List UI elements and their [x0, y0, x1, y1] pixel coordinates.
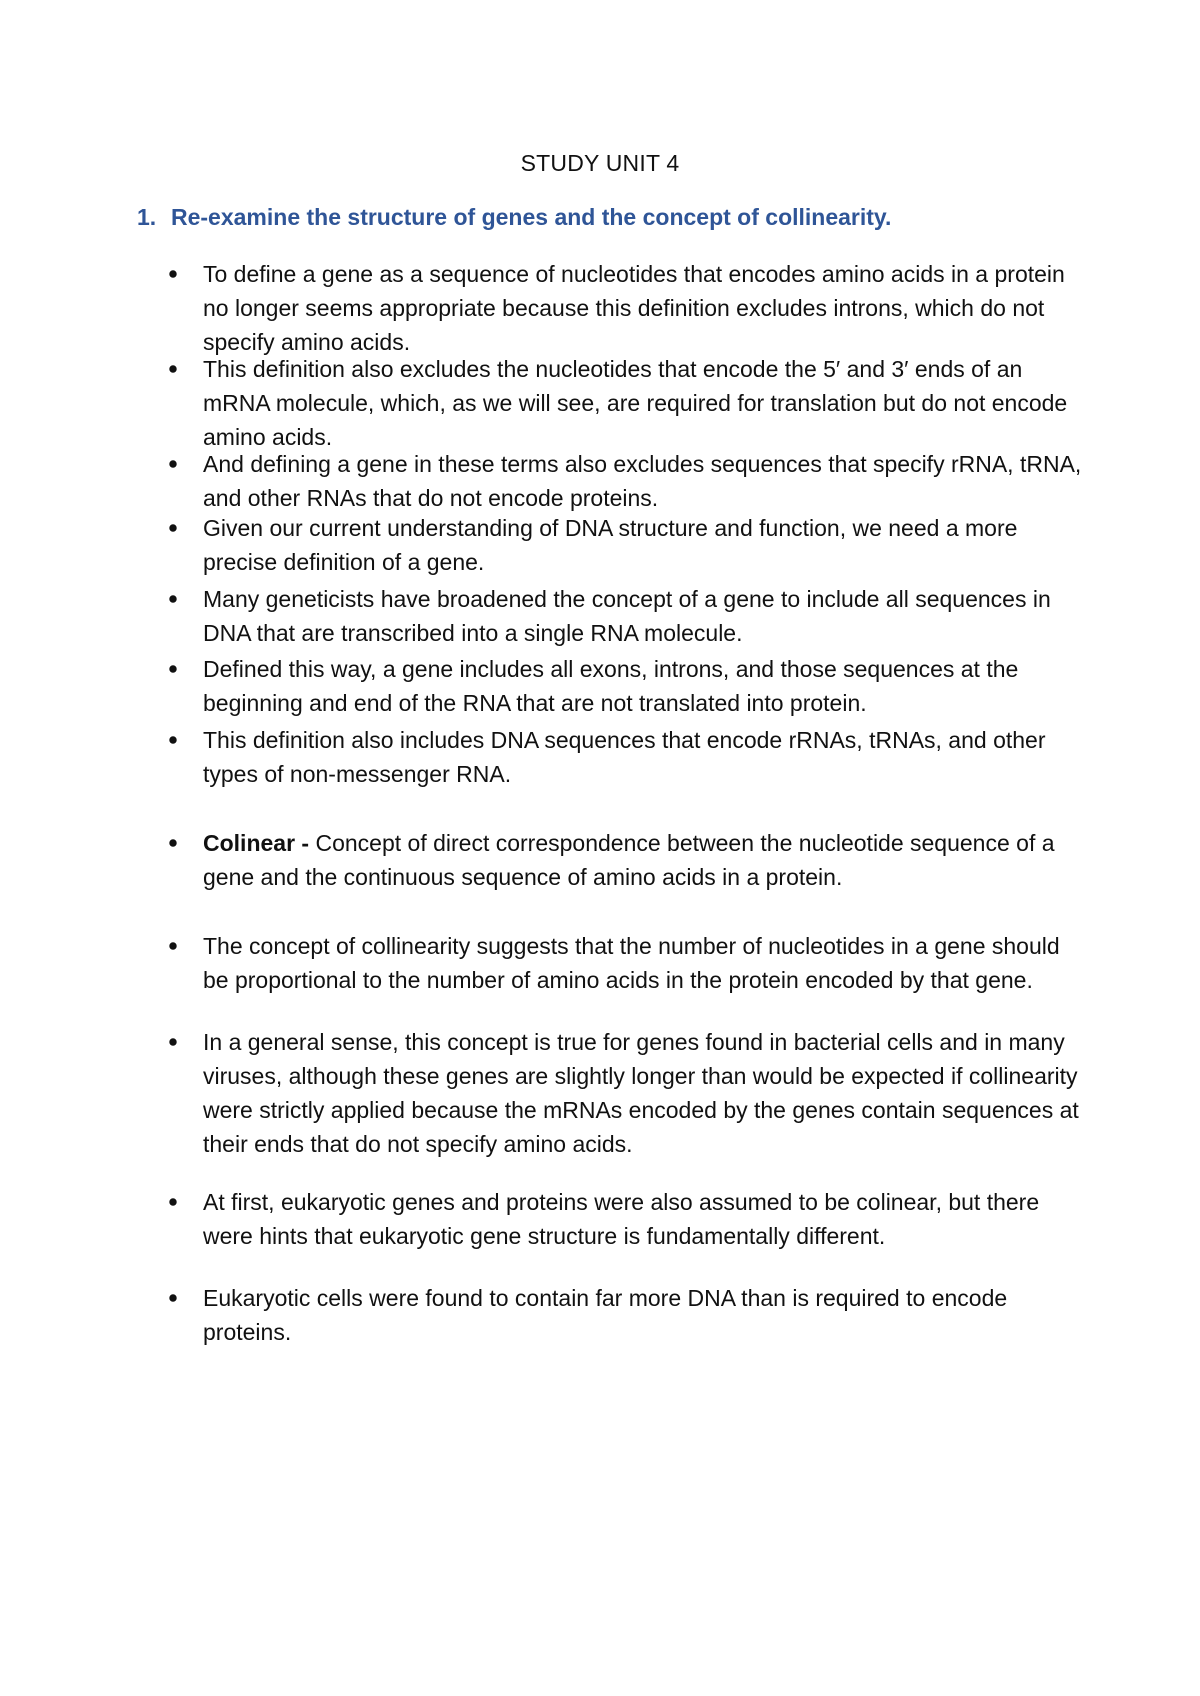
document-title: STUDY UNIT 4: [520, 150, 680, 176]
list-item-text: The concept of collinearity suggests that the number of nucleotides in a gene should be proportional to the number of amino acids in the protein encoded by that gene.: [203, 933, 1060, 993]
list-item-text: And defining a gene in these terms also excludes sequences that specify rRNA, tRNA, and other RNAs that do not encode proteins.: [203, 451, 1082, 511]
bullet-icon: [169, 270, 176, 277]
bullet-icon: [169, 942, 176, 949]
list-item-text: Many geneticists have broadened the concept of a gene to include all sequences in DNA that are transcribed into a single RNA molecule.: [203, 586, 1051, 646]
bullet-icon: [169, 1198, 176, 1205]
section-number: 1.: [137, 204, 157, 230]
list-item-text: This definition also excludes the nucleotides that encode the 5′ and 3′ ends of an mRNA molecule, which, as we will see, are required for translation but do not encode amino acids.: [203, 356, 1068, 450]
bullet-icon: [169, 1294, 176, 1301]
list-item-text: Eukaryotic cells were found to contain far more DNA than is required to encode proteins.: [203, 1285, 1008, 1345]
list-item-text: [203, 826, 1083, 894]
bullet-icon: [169, 595, 176, 602]
list-item-text: In a general sense, this concept is true for genes found in bacterial cells and in many viruses, although these genes are slightly longer than would be expected if collinearity were strictly applied because the mRNAs encoded by the genes contain sequences at their ends that do not specify amino acids.: [203, 1029, 1079, 1157]
list-item-text: This definition also includes DNA sequences that encode rRNAs, tRNAs, and other types of non-messenger RNA.: [203, 727, 1046, 787]
section-heading-text: Re-examine the structure of genes and the concept of collinearity.: [171, 204, 892, 230]
list-item-text: To define a gene as a sequence of nucleotides that encodes amino acids in a protein no longer seems appropriate because this definition excludes introns, which do not specify amino acids.: [203, 261, 1065, 355]
list-item-text: Given our current understanding of DNA structure and function, we need a more precise definition of a gene.: [203, 515, 1018, 575]
bullet-icon: [169, 839, 176, 846]
list-item-text: Defined this way, a gene includes all exons, introns, and those sequences at the beginning and end of the RNA that are not translated into protein.: [203, 656, 1019, 716]
bullet-icon: [169, 665, 176, 672]
bullet-icon: [169, 1038, 176, 1045]
section-heading: [137, 204, 1097, 231]
bullet-icon: [169, 524, 176, 531]
bullet-icon: [169, 736, 176, 743]
colinear-term: Colinear -: [203, 830, 310, 856]
colinear-definition: Concept of direct correspondence between the nucleotide sequence of a gene and the continuous sequence of amino acids in a protein.: [203, 830, 1055, 890]
list-item-text: At first, eukaryotic genes and proteins were also assumed to be colinear, but there were hints that eukaryotic gene structure is fundamentally different.: [203, 1189, 1040, 1249]
bullet-icon: [169, 365, 176, 372]
bullet-icon: [169, 460, 176, 467]
